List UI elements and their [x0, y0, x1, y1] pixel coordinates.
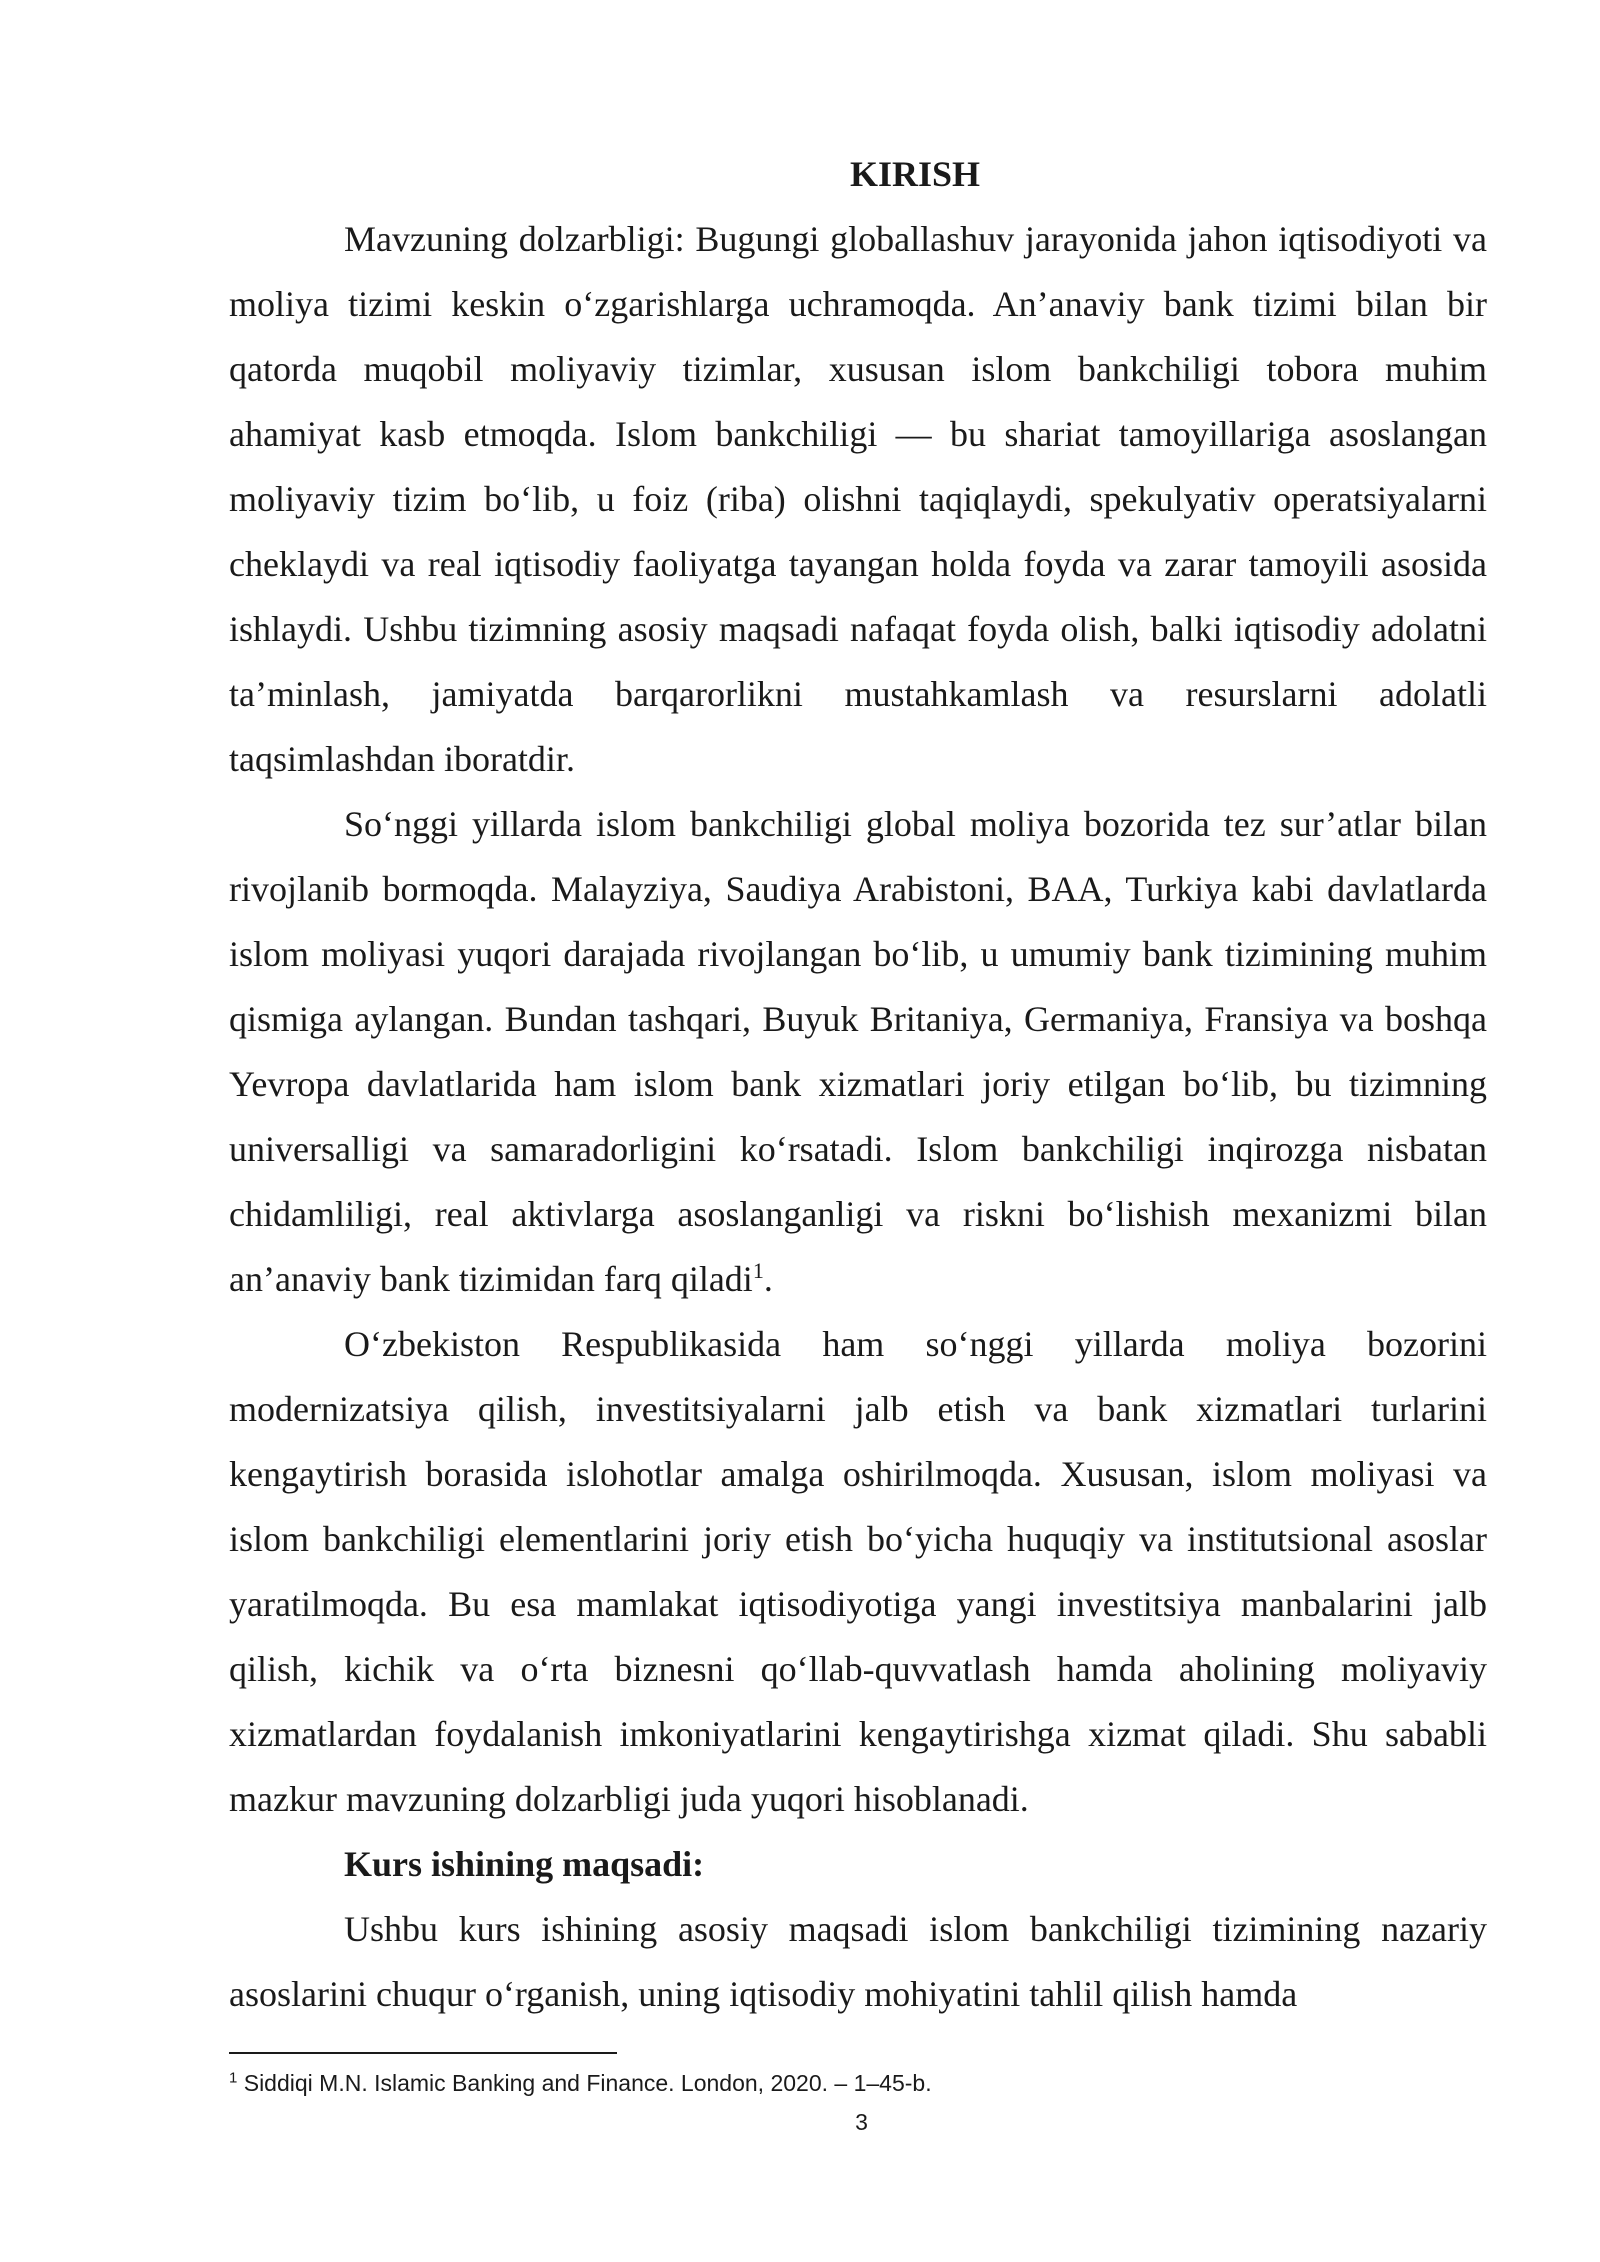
section-heading-goal: Kurs ishining maqsadi: [344, 1844, 705, 1884]
paragraph-global-growth-text: Soʻnggi yillarda islom bankchiligi global moliya bozorida tez sur’atlar bilan rivojlanib bormoqda. Malayziya, Saudiya Arabistoni, BAA, Turkiya kabi davlatlarda islom moliyasi yuqori darajada rivojlangan boʻlib, u umumiy bank tizimining muhim qismiga aylangan. Bundan tashqari, Buyuk Britaniya, Germaniya, Fransiya va boshqa Yevropa davlatlarida ham islom bank xizmatlari joriy etilgan boʻlib, bu tizimning universalligi va samaradorligini koʻrsatadi. Islom bankchiligi inqirozga nisbatan chidamliligi, real aktivlarga asoslanganligi va riskni boʻlishish mexanizmi bilan an’anaviy bank tizimidan farq qiladi [229, 804, 1487, 1299]
paragraph-global-growth-end: . [763, 1259, 773, 1299]
footnote-divider [229, 2052, 617, 2054]
footnote [229, 2068, 1487, 2098]
paragraph-uzbekistan: Oʻzbekiston Respublikasida ham soʻnggi yillarda moliya bozorini modernizatsiya qilish, investitsiyalarni jalb etish va bank xizmatlari turlarini kengaytirish borasida islohotlar amalga oshirilmoqda. Xususan, islom moliyasi va islom bankchiligi elementlarini joriy etish boʻyicha huquqiy va institutsional asoslar yaratilmoqda. Bu esa mamlakat iqtisodiyotiga yangi investitsiya manbalarini jalb qilish, kichik va oʻrta biznesni qoʻllab-quvvatlash hamda aholining moliyaviy xizmatlardan foydalanish imkoniyatlarini kengaytirishga xizmat qiladi. Shu sababli mazkur mavzuning dolzarbligi juda yuqori hisoblanadi. [229, 1324, 1487, 1819]
page-number: 3 [855, 2109, 868, 2135]
page-title: KIRISH [849, 154, 981, 194]
footnote-reference[interactable]: 1 [752, 1258, 764, 1283]
paragraph-goal: Ushbu kurs ishining asosiy maqsadi islom bankchiligi tizimining nazariy asoslarini chuqur oʻrganish, uning iqtisodiy mohiyatini tahlil qilish hamda [229, 1909, 1487, 2014]
paragraph-global-growth [229, 792, 1487, 1312]
footnote-marker: 1 [229, 2069, 238, 2087]
paragraph-relevance: Mavzuning dolzarbligi: Bugungi globallashuv jarayonida jahon iqtisodiyoti va moliya tizimi keskin oʻzgarishlarga uchramoqda. An’anaviy bank tizimi bilan bir qatorda muqobil moliyaviy tizimlar, xususan islom bankchiligi tobora muhim ahamiyat kasb etmoqda. Islom bankchiligi — bu shariat tamoyillariga asoslangan moliyaviy tizim boʻlib, u foiz (riba) olishni taqiqlaydi, spekulyativ operatsiyalarni cheklaydi va real iqtisodiy faoliyatga tayangan holda foyda va zarar tamoyili asosida ishlaydi. Ushbu tizimning asosiy maqsadi nafaqat foyda olish, balki iqtisodiy adolatni ta’minlash, jamiyatda barqarorlikni mustahkamlash va resurslarni adolatli taqsimlashdan iboratdir. [229, 219, 1487, 779]
body-text [229, 207, 1487, 2027]
footnote-text: Siddiqi M.N. Islamic Banking and Finance. London, 2020. – 1–45-b. [237, 2070, 932, 2096]
